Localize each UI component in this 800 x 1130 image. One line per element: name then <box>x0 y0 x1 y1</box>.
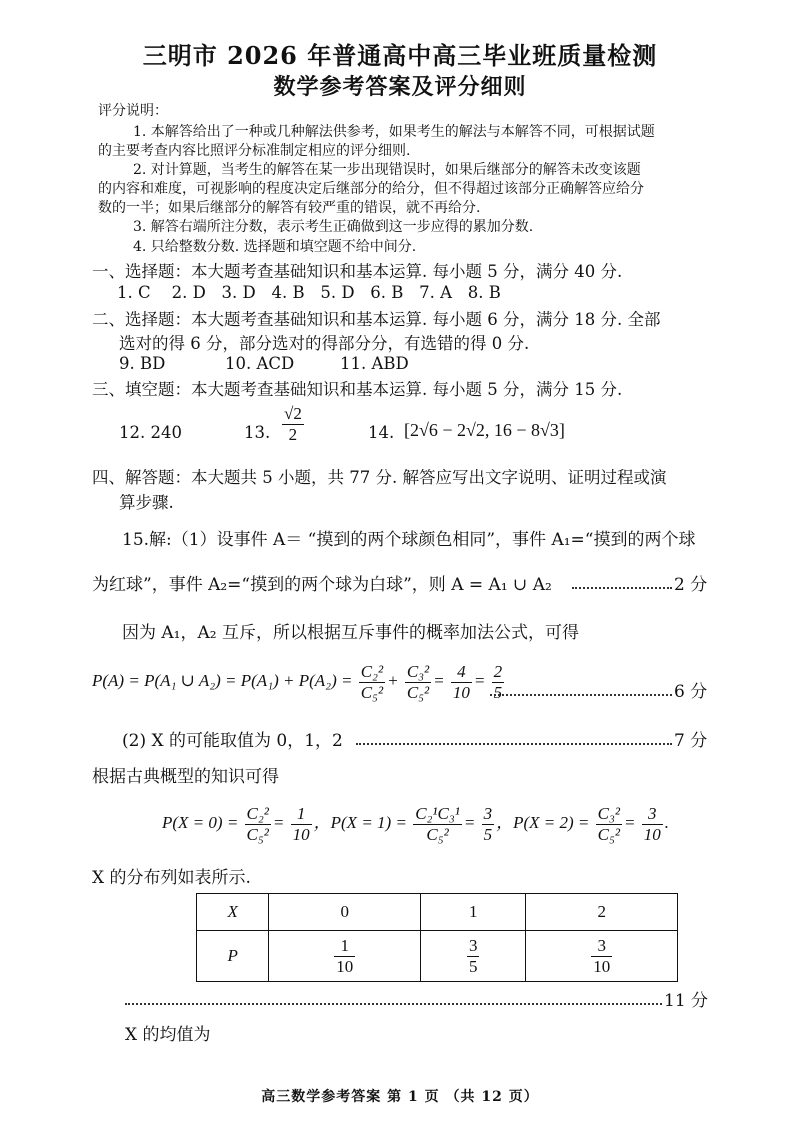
section-1-heading: 一、选择题：本大题考查基础知识和基本运算. 每小题 5 分，满分 40 分. <box>92 262 623 281</box>
q15-line-4: (2) X 的可能取值为 0，1，2 <box>122 731 343 751</box>
answer-12: 12. 240 <box>119 423 182 442</box>
answer-13-fraction: $\frac{√2}{2}$ <box>284 404 302 444</box>
p1-result: $\frac{3}{5}$ <box>483 804 493 844</box>
distribution-table <box>196 893 678 982</box>
table-cell: P <box>197 931 269 982</box>
p1-fraction: $\frac{\text{C₂¹C₃¹}}{\text{C₅²}}$ <box>415 804 460 844</box>
section-2-heading-line-2: 选对的得 6 分，部分选对的得部分分，有选错的得 0 分. <box>119 334 530 353</box>
note-2-line-1: 2. 对计算题，当考生的解答在某一步出现错误时，如果后继部分的解答未改变该题 <box>133 162 641 178</box>
section-1-answers: 1. C 2. D 3. D 4. B 5. D 6. B 7. A 8. B <box>117 283 501 302</box>
note-4: 4. 只给整数分数. 选择题和填空题不给中间分. <box>133 239 417 255</box>
table-cell: $\frac{3}{10}$ <box>526 931 678 982</box>
section-4-heading-line-2: 算步骤. <box>119 493 174 512</box>
page-subtitle: 数学参考答案及评分细则 <box>273 74 527 100</box>
p2-result: $\frac{3}{10}$ <box>643 804 661 844</box>
note-2-line-2: 的内容和难度，可视影响的程度决定后继部分的给分，但不得超过该部分正确解答应给分 <box>98 181 644 197</box>
table-cell: 0 <box>269 894 421 931</box>
q15-equation-1: P(A) = P(A₁ ∪ A₂) = P(A₁) + P(A₂) = $\frac{\text{C₂²}}{\text{C₅²}}$ + $\frac{\text{C₃²}}{\text{C₅²}}$ = $\frac{4}{10}$ = $\frac{2}{5}$ <box>92 662 503 702</box>
eq1-left: P(A) = P(A₁ ∪ A₂) = P(A₁) + P(A₂) = <box>92 670 353 690</box>
q15-line-2: 为红球”，事件 A₂=“摸到的两个球为白球”，则 A = A₁ ∪ A₂ <box>92 575 552 595</box>
eq1-fraction-1: $\frac{\text{C₂²}}{\text{C₅²}}$ <box>360 662 384 702</box>
table-row <box>197 931 678 982</box>
table-row <box>197 894 678 931</box>
answer-14-interval: [2√6 − 2√2, 16 − 8√3] <box>404 420 565 440</box>
q15-line-3: 因为 A₁，A₂ 互斥，所以根据互斥事件的概率加法公式，可得 <box>122 623 579 643</box>
p1-left: ，P(X = 1) = <box>313 812 407 832</box>
answer-10: 10. ACD <box>225 354 295 373</box>
q15-line-7: X 的均值为 <box>125 1025 211 1045</box>
eq1-fraction-3: $\frac{4}{10}$ <box>452 662 470 702</box>
note-1-line-2: 的主要考查内容比照评分标准制定相应的评分细则. <box>98 143 411 159</box>
section-4-heading-line-1: 四、解答题：本大题共 5 小题，共 77 分. 解答应写出文字说明、证明过程或演 <box>92 468 667 487</box>
notes-heading: 评分说明： <box>98 103 168 119</box>
q15-line-6: X 的分布列如表所示. <box>92 868 251 888</box>
p0-left: P(X = 0) = <box>162 812 239 832</box>
section-3-heading: 三、填空题：本大题考查基础知识和基本运算. 每小题 5 分，满分 15 分. <box>92 380 623 399</box>
answer-11: 11. ABD <box>340 354 409 373</box>
page-footer: 高三数学参考答案 第 1 页 （共 12 页） <box>261 1089 539 1105</box>
p2-left: ，P(X = 2) = <box>496 812 590 832</box>
q15-line-1: 15.解:（1）设事件 A＝ “摸到的两个球颜色相同”，事件 A₁=“摸到的两个球 <box>122 530 696 550</box>
section-2-heading-line-1: 二、选择题：本大题考查基础知识和基本运算. 每小题 6 分，满分 18 分. 全部 <box>92 310 661 329</box>
p2-fraction: $\frac{\text{C₃²}}{\text{C₅²}}$ <box>597 804 621 844</box>
p0-result: $\frac{1}{10}$ <box>292 804 310 844</box>
score-leader-dots <box>490 694 672 696</box>
answer-14-label: 14. <box>368 423 395 442</box>
q15-line-5: 根据古典概型的知识可得 <box>92 767 279 787</box>
score-7: 7 分 <box>674 731 708 751</box>
answer-9: 9. BD <box>119 354 166 373</box>
eq1-fraction-4: $\frac{2}{5}$ <box>493 662 503 702</box>
note-1-line-1: 1. 本解答给出了一种或几种解法供参考，如果考生的解法与本解答不同，可根据试题 <box>133 124 655 140</box>
table-cell: 2 <box>526 894 678 931</box>
answer-13-label: 13. <box>244 423 271 442</box>
table-cell: X <box>197 894 269 931</box>
score-6: 6 分 <box>674 682 708 702</box>
table-cell: $\frac{1}{10}$ <box>269 931 421 982</box>
score-leader-dots <box>572 587 672 589</box>
score-11: 11 分 <box>664 991 709 1011</box>
p0-fraction: $\frac{\text{C₂²}}{\text{C₅²}}$ <box>246 804 269 844</box>
note-2-line-3: 数的一半；如果后继部分的解答有较严重的错误，就不再给分. <box>98 200 481 216</box>
page-title: 三明市 2026 年普通高中高三毕业班质量检测 <box>142 41 658 70</box>
eq1-fraction-2: $\frac{\text{C₃²}}{\text{C₅²}}$ <box>406 662 430 702</box>
table-cell: 1 <box>420 894 526 931</box>
note-3: 3. 解答右端所注分数，表示考生正确做到这一步应得的累加分数. <box>133 219 534 235</box>
score-leader-dots <box>356 743 672 745</box>
q15-distribution-equations: P(X = 0) = $\frac{\text{C₂²}}{\text{C₅²}}$ = $\frac{1}{10}$ ，P(X = 1) = $\frac{\text{C₂¹C₃¹}}{\text{C₅²}}$ = $\frac{3}{5}$ ，P(X = 2) = $\frac{\text{C₃²}}{\text{C₅²}}$ = $\frac{3}{10}$ . <box>162 804 670 844</box>
table-cell: $\frac{3}{5}$ <box>420 931 526 982</box>
score-leader-dots <box>125 1003 662 1005</box>
score-2: 2 分 <box>674 575 708 595</box>
